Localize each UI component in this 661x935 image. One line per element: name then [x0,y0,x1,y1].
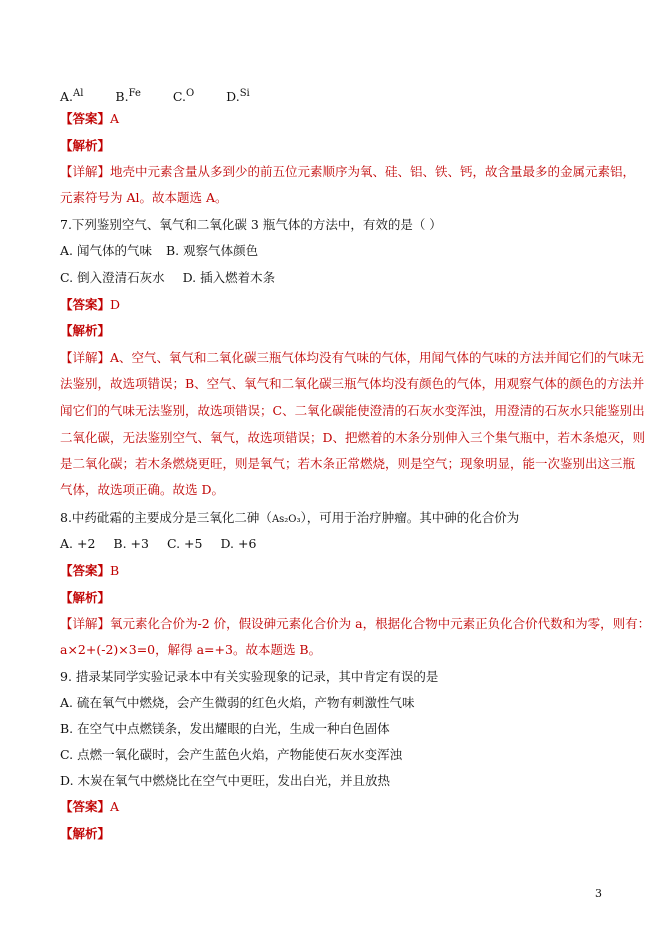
q9-answer-label: 【答案】 [60,799,111,814]
q7-answer-label: 【答案】 [60,297,111,312]
q8-detail-line-1: 【详解】氧元素化合价为-2 价，假设砷元素化合价为 a，根据化合物中元素正负化合价代数和为零，则有： [60,616,651,631]
q7-option-c: C. 倒入澄清石灰水 [60,270,165,285]
page-number: 3 [595,887,602,900]
q6-detail-line-1: 【详解】地壳中元素含量从多到少的前五位元素顺序为氧、硅、铝、铁、钙，故含量最多的金属元素铝， [60,164,636,179]
q8-analysis-label: 【解析】 [60,590,111,605]
q6-option-c-text: O [185,88,195,99]
q9-answer [60,799,119,815]
q7-option-a: A. 闻气体的气味 [60,243,152,258]
q8-stem [60,510,519,528]
q6-option-b-text: Fe [128,88,141,99]
q7-detail-line-6: 气体，故选项正确。故选 D。 [60,482,224,497]
q9-option-d: D. 木炭在氧气中燃烧比在空气中更旺，发出白光，并且放热 [60,773,391,788]
q7-detail-line-1: 【详解】A、空气、氧气和二氧化碳三瓶气体均没有气味的气体，用闻气体的气味的方法并闻它们的气味无 [60,350,645,365]
q6-answer-value: A [110,111,120,126]
q9-answer-value: A [110,799,120,814]
q7-detail-line-4: 二氧化碳，无法鉴别空气、氧气，故选项错误；D、把燃着的木条分别伸入三个集气瓶中，若木条熄灭，则 [60,430,646,445]
q9-stem: 9. 措录某同学实验记录本中有关实验现象的记录，其中肯定有误的是 [60,669,439,684]
q8-detail-line-2: a×2+(-2)×3=0，解得 a=+3。故本题选 B。 [60,642,322,657]
q6-detail-line-2: 元素符号为 Al。故本题选 A。 [60,190,228,205]
q8-formula: As₂O₃ [271,514,301,525]
q8-stem-start: 8.中药砒霜的主要成分是三氧化二砷（ [60,510,272,525]
q9-analysis-label: 【解析】 [60,826,111,841]
q8-answer-label: 【答案】 [60,563,111,578]
q8-answer [60,563,119,579]
q6-option-c-letter: C. [172,89,186,105]
q7-options-row-2 [60,270,275,286]
q7-analysis-label: 【解析】 [60,323,111,338]
q9-option-b: B. 在空气中点燃镁条，发出耀眼的白光，生成一种白色固体 [60,721,390,736]
q6-option-a-text: Al [73,88,84,99]
q9-option-a: A. 硫在氧气中燃烧，会产生微弱的红色火焰，产物有刺激性气味 [60,695,415,710]
q8-options [60,536,256,552]
q6-option-d-text: Si [239,88,250,99]
q8-option-b: B. +3 [113,536,149,551]
q7-options-row-1 [60,243,258,259]
q7-detail-line-3: 闻它们的气味无法鉴别，故选项错误；C、二氧化碳能使澄清的石灰水变浑浊，用澄清的石灰水只能鉴别出 [60,403,645,418]
q6-option-d-letter: D. [226,89,240,105]
q8-option-a: A. +2 [60,536,96,551]
q6-options [60,86,250,105]
q7-answer-value: D [110,297,121,312]
q7-option-b: B. 观察气体颜色 [165,243,259,258]
q8-option-d: D. +6 [220,536,257,551]
q6-analysis-label: 【解析】 [60,138,111,153]
q6-answer [60,111,119,127]
q7-stem: 7.下列鉴别空气、氧气和二氧化碳 3 瓶气体的方法中，有效的是（ ） [60,217,442,232]
q9-option-c: C. 点燃一氧化碳时，会产生蓝色火焰，产物能使石灰水变浑浊 [60,747,403,762]
q8-stem-end: ），可用于治疗肿瘤。其中砷的化合价为 [300,510,520,525]
q6-option-b-letter: B. [115,89,129,105]
q7-answer [60,297,120,313]
q8-option-c: C. +5 [166,536,203,551]
q6-answer-label: 【答案】 [60,111,111,126]
q7-option-d: D. 插入燃着木条 [182,270,276,285]
q7-detail-line-5: 是二氧化碳；若木条燃烧更旺，则是氧气；若木条正常燃烧，则是空气；现象明显，能一次鉴别出这三瓶 [60,456,636,471]
q6-option-a-letter: A. [60,89,74,105]
q8-answer-value: B [110,563,120,578]
q7-detail-line-2: 法鉴别，故选项错误；B、空气、氧气和二氧化碳三瓶气体均没有颜色的气体，用观察气体的颜色的方法并 [60,376,645,391]
